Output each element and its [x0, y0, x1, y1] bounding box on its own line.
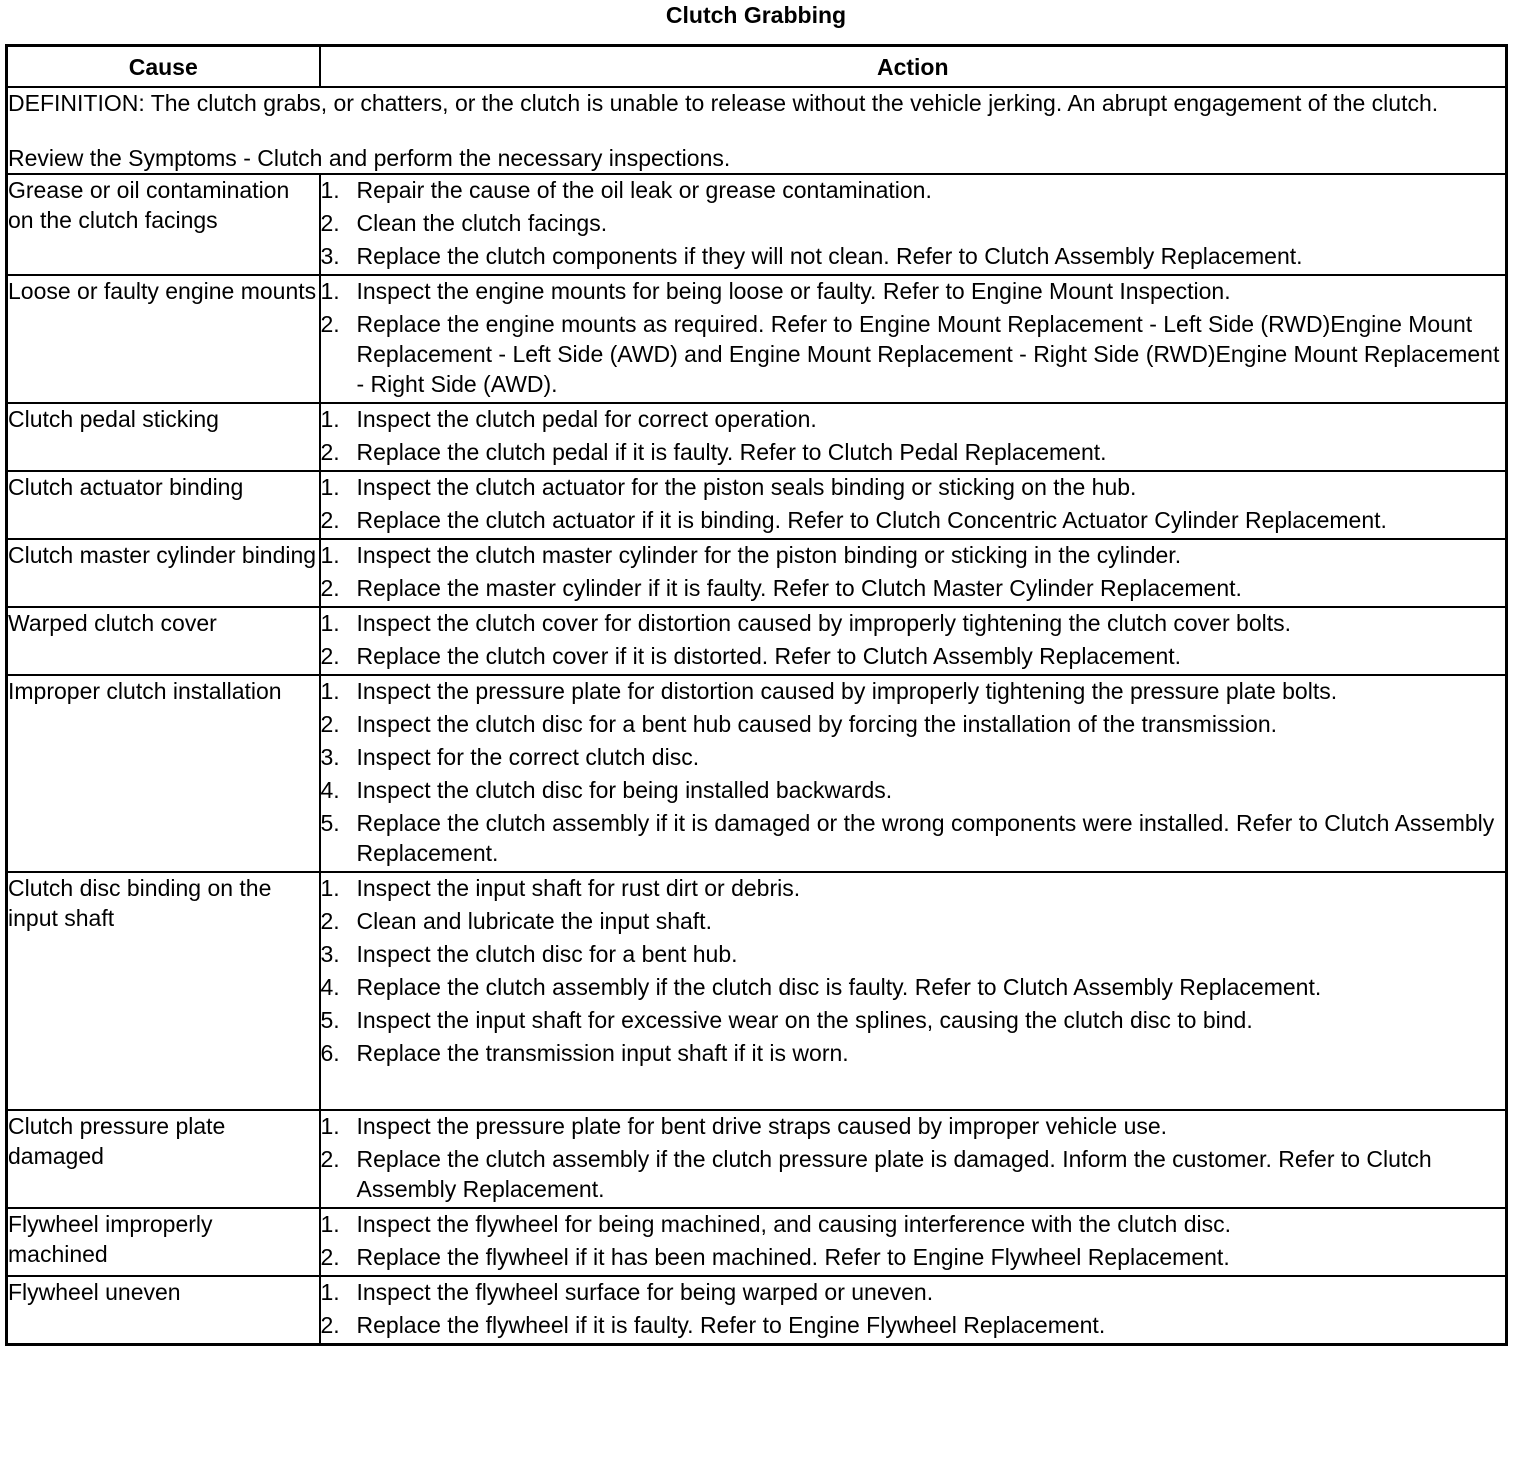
action-step — [321, 1038, 1506, 1068]
step-text: Replace the clutch actuator if it is binding. Refer to Clutch Concentric Actuator Cylinder Replacement. — [356, 507, 1387, 533]
step-number: 2. — [320, 507, 340, 533]
cause-cell: Clutch actuator binding — [7, 471, 320, 539]
cause-cell: Flywheel uneven — [7, 1276, 320, 1345]
cause-cell: Improper clutch installation — [7, 675, 320, 872]
step-number: 1. — [320, 1211, 340, 1237]
step-number: 4. — [320, 777, 340, 803]
action-step — [321, 972, 1506, 1002]
step-text: Replace the clutch assembly if the clutch disc is faulty. Refer to Clutch Assembly Replacement. — [356, 974, 1322, 1000]
step-text: Inspect the engine mounts for being loose or faulty. Refer to Engine Mount Inspection. — [356, 278, 1231, 304]
action-steps-list — [321, 1277, 1506, 1340]
step-text: Replace the engine mounts as required. Refer to Engine Mount Replacement - Left Side (RWD)Engine Mount Replacement - Left Side (AWD) and Engine Mount Replacement - Right Side (RWD)Engine Mount Replacement - Right Side (AWD). — [356, 311, 1500, 397]
definition-text: DEFINITION: The clutch grabs, or chatters, or the clutch is unable to release without the vehicle jerking. An abrupt engagement of the clutch. — [8, 90, 1439, 116]
step-text: Replace the clutch pedal if it is faulty. Refer to Clutch Pedal Replacement. — [356, 439, 1107, 465]
step-number: 2. — [320, 1244, 340, 1270]
step-text: Inspect the clutch pedal for correct operation. — [356, 406, 817, 432]
action-step — [321, 742, 1506, 772]
step-text: Replace the flywheel if it has been machined. Refer to Engine Flywheel Replacement. — [356, 1244, 1230, 1270]
step-text: Inspect the clutch disc for being installed backwards. — [356, 777, 893, 803]
step-text: Inspect the clutch disc for a bent hub. — [356, 941, 738, 967]
step-text: Inspect the flywheel for being machined, and causing interference with the clutch disc. — [356, 1211, 1231, 1237]
definition-row — [7, 87, 1507, 174]
step-number: 2. — [320, 908, 340, 934]
step-number: 4. — [320, 974, 340, 1000]
action-step — [321, 1209, 1506, 1239]
action-step — [321, 1310, 1506, 1340]
table-row — [7, 174, 1507, 275]
cause-cell: Clutch pedal sticking — [7, 403, 320, 471]
cause-cell: Loose or faulty engine mounts — [7, 275, 320, 403]
table-row — [7, 607, 1507, 675]
action-cell — [320, 539, 1507, 607]
document-title: Clutch Grabbing — [665, 2, 847, 28]
action-cell — [320, 275, 1507, 403]
action-cell — [320, 675, 1507, 872]
action-steps-list — [321, 873, 1506, 1068]
step-number: 2. — [320, 439, 340, 465]
table-row — [7, 1208, 1507, 1276]
step-number: 2. — [320, 1312, 340, 1338]
table-row — [7, 1110, 1507, 1208]
symptom-table — [5, 44, 1508, 1346]
action-steps-list — [321, 276, 1506, 399]
action-step — [321, 1005, 1506, 1035]
action-step — [321, 808, 1506, 868]
step-number: 1. — [320, 875, 340, 901]
action-step — [321, 676, 1506, 706]
step-text: Replace the clutch cover if it is distorted. Refer to Clutch Assembly Replacement. — [356, 643, 1182, 669]
step-text: Clean the clutch facings. — [356, 210, 608, 236]
action-cell — [320, 471, 1507, 539]
action-cell — [320, 607, 1507, 675]
action-cell — [320, 872, 1507, 1110]
action-steps-list — [321, 1111, 1506, 1204]
step-text: Replace the transmission input shaft if it is worn. — [356, 1040, 849, 1066]
step-text: Inspect the clutch actuator for the piston seals binding or sticking on the hub. — [356, 474, 1137, 500]
cause-cell: Grease or oil contamination on the clutch facings — [7, 174, 320, 275]
action-step — [321, 404, 1506, 434]
step-number: 1. — [320, 1279, 340, 1305]
step-number: 1. — [320, 474, 340, 500]
table-row — [7, 872, 1507, 1110]
action-step — [321, 1277, 1506, 1307]
action-cell — [320, 1276, 1507, 1345]
step-text: Inspect the clutch master cylinder for the piston binding or sticking in the cylinder. — [356, 542, 1182, 568]
step-text: Replace the master cylinder if it is faulty. Refer to Clutch Master Cylinder Replacement. — [356, 575, 1242, 601]
action-step — [321, 540, 1506, 570]
action-step — [321, 175, 1506, 205]
step-number: 5. — [320, 810, 340, 836]
step-number: 1. — [320, 406, 340, 432]
step-text: Clean and lubricate the input shaft. — [356, 908, 712, 934]
action-step — [321, 276, 1506, 306]
action-step — [321, 1144, 1506, 1204]
cause-column-header: Cause — [7, 46, 320, 88]
action-steps-list — [321, 608, 1506, 671]
table-row — [7, 471, 1507, 539]
step-text: Replace the clutch components if they will not clean. Refer to Clutch Assembly Replacement. — [356, 243, 1303, 269]
cause-cell: Warped clutch cover — [7, 607, 320, 675]
definition-cell — [7, 87, 1507, 174]
step-number: 2. — [320, 311, 340, 337]
step-text: Inspect for the correct clutch disc. — [356, 744, 700, 770]
cause-cell: Flywheel improperly machined — [7, 1208, 320, 1276]
action-step — [321, 775, 1506, 805]
action-cell — [320, 403, 1507, 471]
step-number: 2. — [320, 711, 340, 737]
table-header-row — [7, 46, 1507, 88]
table-row — [7, 675, 1507, 872]
action-steps-list — [321, 1209, 1506, 1272]
table-body — [7, 87, 1507, 1345]
step-number: 1. — [320, 1113, 340, 1139]
step-text: Replace the clutch assembly if the clutch pressure plate is damaged. Inform the customer. Refer to Clutch Assembly Replacement. — [356, 1146, 1432, 1202]
step-number: 2. — [320, 210, 340, 236]
table-row — [7, 403, 1507, 471]
action-step — [321, 1111, 1506, 1141]
action-step — [321, 241, 1506, 271]
step-text: Inspect the input shaft for rust dirt or debris. — [356, 875, 801, 901]
action-steps-list — [321, 404, 1506, 467]
step-number: 3. — [320, 941, 340, 967]
review-instruction-text: Review the Symptoms - Clutch and perform the necessary inspections. — [8, 145, 731, 171]
action-step — [321, 641, 1506, 671]
step-number: 1. — [320, 678, 340, 704]
action-cell — [320, 174, 1507, 275]
step-text: Inspect the clutch disc for a bent hub caused by forcing the installation of the transmission. — [356, 711, 1278, 737]
table-row — [7, 539, 1507, 607]
step-number: 1. — [320, 177, 340, 203]
action-cell — [320, 1208, 1507, 1276]
step-number: 2. — [320, 1146, 340, 1172]
action-steps-list — [321, 540, 1506, 603]
action-step — [321, 906, 1506, 936]
step-text: Inspect the flywheel surface for being warped or uneven. — [356, 1279, 934, 1305]
step-number: 1. — [320, 278, 340, 304]
action-steps-list — [321, 175, 1506, 271]
action-steps-list — [321, 472, 1506, 535]
action-step — [321, 437, 1506, 467]
action-step — [321, 573, 1506, 603]
action-step — [321, 709, 1506, 739]
cause-cell: Clutch pressure plate damaged — [7, 1110, 320, 1208]
step-number: 2. — [320, 575, 340, 601]
action-step — [321, 873, 1506, 903]
action-step — [321, 208, 1506, 238]
action-step — [321, 472, 1506, 502]
step-number: 5. — [320, 1007, 340, 1033]
table-row — [7, 275, 1507, 403]
step-number: 3. — [320, 744, 340, 770]
action-cell — [320, 1110, 1507, 1208]
action-step — [321, 939, 1506, 969]
step-number: 1. — [320, 542, 340, 568]
action-step — [321, 1242, 1506, 1272]
action-step — [321, 608, 1506, 638]
step-text: Inspect the pressure plate for bent drive straps caused by improper vehicle use. — [356, 1113, 1168, 1139]
step-text: Replace the flywheel if it is faulty. Refer to Engine Flywheel Replacement. — [356, 1312, 1106, 1338]
step-text: Replace the clutch assembly if it is damaged or the wrong components were installed. Refer to Clutch Assembly Replacement. — [356, 810, 1495, 866]
action-step — [321, 505, 1506, 535]
step-text: Inspect the pressure plate for distortion caused by improperly tightening the pressure plate bolts. — [356, 678, 1338, 704]
step-number: 1. — [320, 610, 340, 636]
cause-cell: Clutch master cylinder binding — [7, 539, 320, 607]
step-text: Inspect the input shaft for excessive wear on the splines, causing the clutch disc to bind. — [356, 1007, 1253, 1033]
step-number: 6. — [320, 1040, 340, 1066]
table-row — [7, 1276, 1507, 1345]
action-step — [321, 309, 1506, 399]
action-steps-list — [321, 676, 1506, 868]
step-number: 3. — [320, 243, 340, 269]
cause-cell: Clutch disc binding on the input shaft — [7, 872, 320, 1110]
step-text: Inspect the clutch cover for distortion caused by improperly tightening the clutch cover bolts. — [356, 610, 1292, 636]
step-number: 2. — [320, 643, 340, 669]
step-text: Repair the cause of the oil leak or grease contamination. — [356, 177, 932, 203]
action-column-header: Action — [320, 46, 1507, 88]
